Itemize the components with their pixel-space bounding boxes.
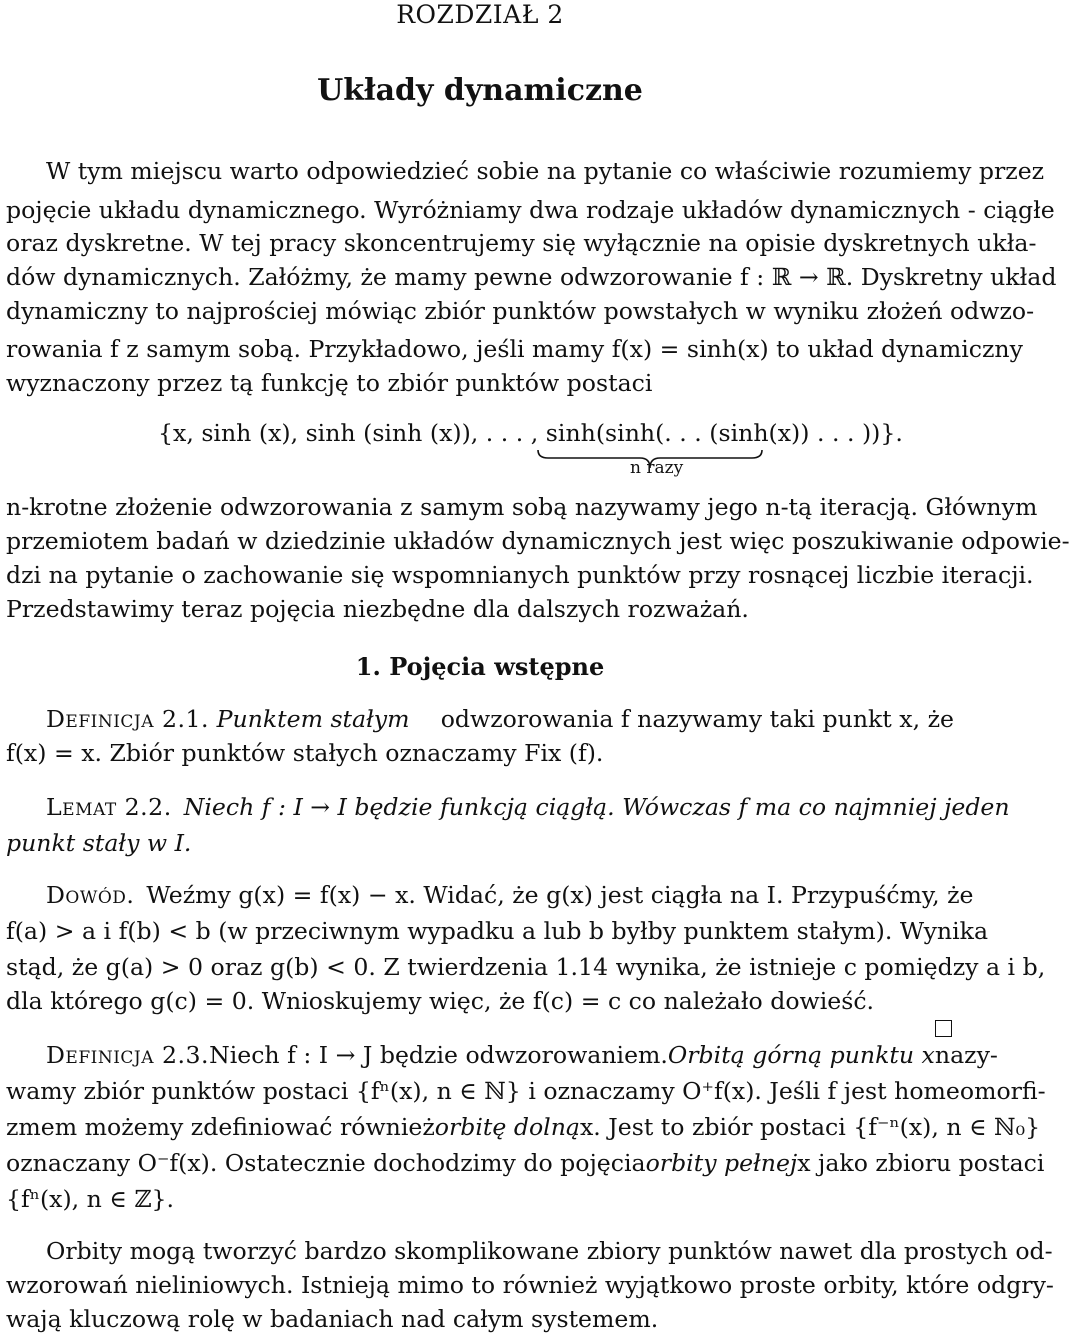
definition-text: odwzorowania f nazywamy taki punkt x, że (440, 705, 954, 733)
definition-2-1-line-1 (46, 704, 954, 734)
defined-term-lower-orbit: orbitę dolną (434, 1113, 580, 1141)
closing-line-3: wają kluczową rolę w badaniach nad całym systemem. (6, 1305, 659, 1333)
chapter-title: Układy dynamiczne (317, 73, 643, 108)
proof-line-2: f(a) > a i f(b) < b (w przeciwnym wypadku a lub b byłby punktem stałym). Wynika (6, 917, 989, 945)
intro-line-8: n-krotne złożenie odwzorowania z samym sobą nazywamy jego n-tą iteracją. Głównym (6, 493, 1038, 521)
proof-label: Dowód. (46, 881, 135, 909)
defined-term-full-orbit: orbity pełnej (645, 1149, 798, 1177)
intro-line-2: pojęcie układu dynamicznego. Wyróżniamy dwa rodzaje układów dynamicznych - ciągłe (6, 196, 1055, 224)
intro-line-4: dów dynamicznych. Załóżmy, że mamy pewne odwzorowanie f : ℝ → ℝ. Dyskretny układ (6, 263, 1057, 291)
closing-line-1: Orbity mogą tworzyć bardzo skomplikowane zbiory punktów nawet dla prostych od- (46, 1237, 1053, 1265)
defined-term-upper-orbit: Orbitą górną punktu x (667, 1041, 935, 1069)
intro-line-10: dzi na pytanie o zachowanie się wspomnianych punktów przy rosnącej liczbie iteracji. (6, 561, 1034, 589)
definition-text: oznaczany O⁻f(x). Ostatecznie dochodzimy do pojęcia (6, 1149, 646, 1177)
definition-2-3-line-5: {fⁿ(x), n ∈ ℤ}. (6, 1185, 175, 1213)
intro-line-7: wyznaczony przez tą funkcję to zbiór punktów postaci (6, 369, 653, 397)
intro-line-9: przemiotem badań w dziedzinie układów dynamicznych jest więc poszukiwanie odpowie- (6, 527, 1070, 555)
underbrace-label: n razy (630, 458, 684, 478)
definition-2-1-line-2: f(x) = x. Zbiór punktów stałych oznaczamy Fix (f). (6, 739, 604, 767)
qed-square (935, 1020, 952, 1037)
proof-line-1 (46, 880, 974, 910)
iteration-formula: {x, sinh (x), sinh (sinh (x)), . . . , sinh(sinh(. . . (sinh(x)) . . . ))}. (158, 419, 903, 447)
chapter-heading: ROZDZIAŁ 2 (396, 0, 564, 29)
definition-2-3-line-1 (46, 1040, 998, 1070)
lemma-label: Lemat 2.2. (46, 793, 172, 821)
intro-line-1: W tym miejscu warto odpowiedzieć sobie na pytanie co właściwie rozumiemy przez (46, 157, 1045, 185)
intro-line-6: rowania f z samym sobą. Przykładowo, jeśli mamy f(x) = sinh(x) to układ dynamiczny (6, 335, 1023, 363)
proof-line-4: dla którego g(c) = 0. Wnioskujemy więc, że f(c) = c co należało dowieść. (6, 987, 875, 1015)
proof-line-3: stąd, że g(a) > 0 oraz g(b) < 0. Z twierdzenia 1.14 wynika, że istnieje c pomiędzy a i b, (6, 953, 1046, 981)
definition-2-3-line-4 (6, 1148, 1045, 1178)
proof-text: Weźmy g(x) = f(x) − x. Widać, że g(x) jest ciągła na I. Przypuśćmy, że (146, 881, 974, 909)
definition-text-c: nazy- (934, 1041, 998, 1069)
defined-term: Punktem stałym (216, 705, 410, 733)
definition-2-3-line-3 (6, 1112, 1041, 1142)
lemma-2-2-line-1 (46, 792, 1010, 822)
lemma-text: Niech f : I → I będzie funkcją ciągłą. Wówczas f ma co najmniej jeden (183, 793, 1010, 821)
intro-line-3: oraz dyskretne. W tej pracy skoncentrujemy się wyłącznie na opisie dyskretnych ukła- (6, 229, 1037, 257)
definition-text-a: Niech f : I → J będzie odwzorowaniem. (209, 1041, 668, 1069)
definition-label: Definicja 2.1. (46, 705, 210, 733)
lemma-2-2-line-2: punkt stały w I. (6, 829, 192, 857)
intro-line-5: dynamiczny to najprościej mówiąc zbiór punktów powstałych w wyniku złożeń odwzo- (6, 297, 1035, 325)
section-heading: 1. Pojęcia wstępne (355, 652, 605, 681)
definition-label: Definicja 2.3. (46, 1041, 210, 1069)
definition-text: x jako zbioru postaci (797, 1149, 1045, 1177)
definition-text: zmem możemy zdefiniować również (6, 1113, 435, 1141)
definition-text: x. Jest to zbiór postaci {f⁻ⁿ(x), n ∈ ℕ₀} (579, 1113, 1041, 1141)
closing-line-2: wzorowań nieliniowych. Istnieją mimo to również wyjątkowo proste orbity, które odgry- (6, 1271, 1054, 1299)
intro-line-11: Przedstawimy teraz pojęcia niezbędne dla dalszych rozważań. (6, 595, 749, 623)
definition-2-3-line-2: wamy zbiór punktów postaci {fⁿ(x), n ∈ ℕ} i oznaczamy O⁺f(x). Jeśli f jest homeomorfi- (6, 1077, 1046, 1105)
